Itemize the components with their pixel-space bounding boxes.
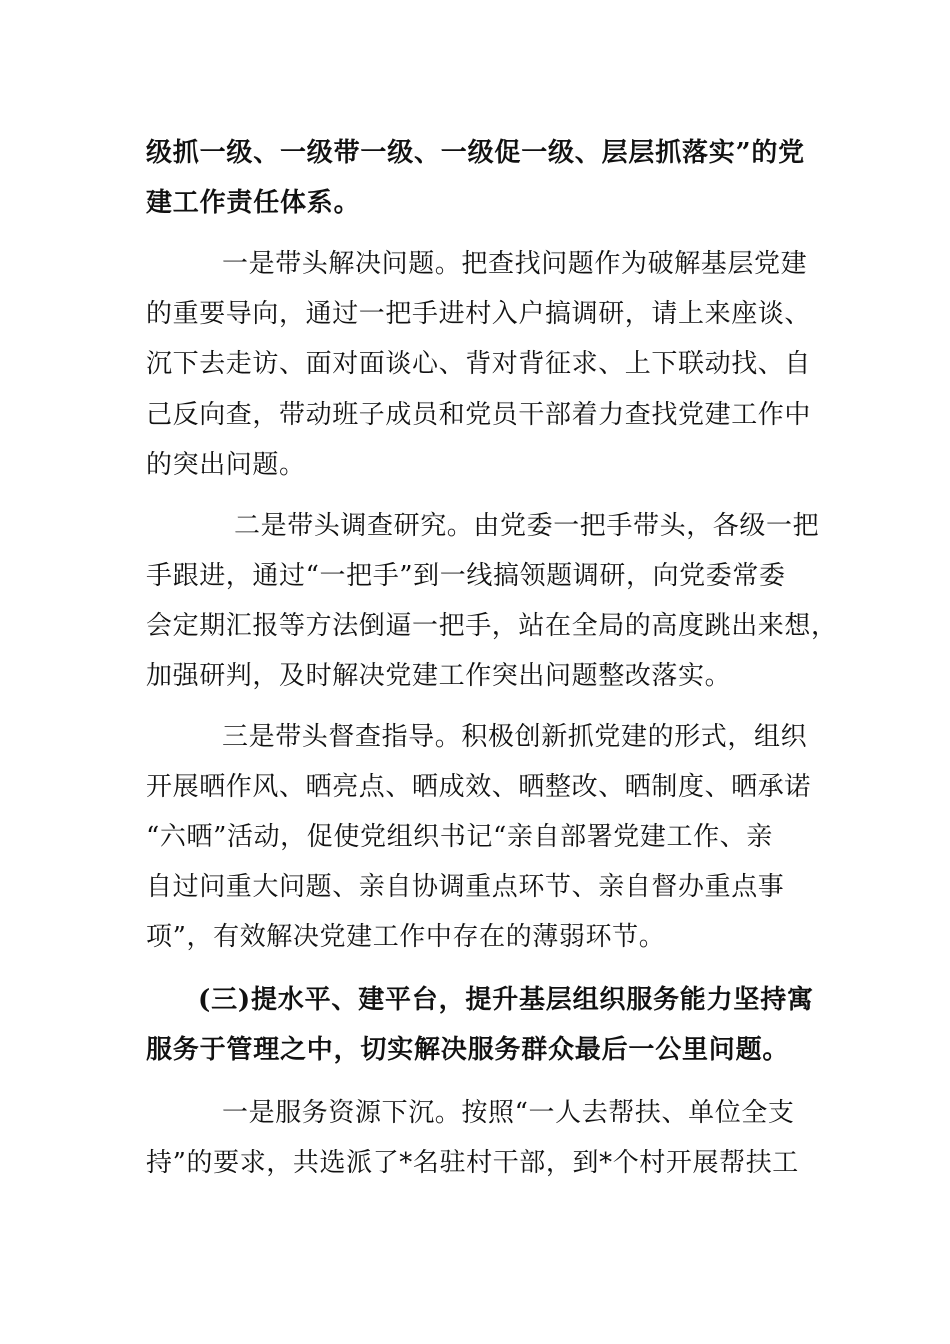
paragraph-4-line-4: 自过问重大问题、亲自协调重点环节、亲自督办重点事 <box>146 872 785 902</box>
paragraph-6-line-1: 一是服务资源下沉。按照“一人去帮扶、单位全支 <box>222 1098 795 1128</box>
paragraph-3-line-1: 二是带头调查研究。由党委一把手带头，各级一把 <box>234 511 820 541</box>
paragraph-1-line-1: 级抓一级、一级带一级、一级促一级、层层抓落实”的党 <box>146 138 805 168</box>
section-heading-line-2: 服务于管理之中，切实解决服务群众最后一公里问题。 <box>146 1035 790 1065</box>
paragraph-4-line-2: 开展晒作风、晒亮点、晒成效、晒整改、晒制度、晒承诺 <box>146 772 812 802</box>
paragraph-4-line-3: “六晒”活动，促使党组织书记“亲自部署党建工作、亲 <box>146 822 773 852</box>
section-heading-line-1: (三)提水平、建平台，提升基层组织服务能力坚持寓 <box>198 985 814 1015</box>
paragraph-6-line-2: 持”的要求，共选派了*名驻村干部，到*个村开展帮扶工 <box>146 1148 799 1178</box>
paragraph-1-line-2: 建工作责任体系。 <box>146 188 361 218</box>
paragraph-2-line-1: 一是带头解决问题。把查找问题作为破解基层党建 <box>222 249 808 279</box>
paragraph-2-line-2: 的重要导向，通过一把手进村入户搞调研，请上来座谈、 <box>146 299 812 329</box>
paragraph-2-line-5: 的突出问题。 <box>146 450 306 480</box>
paragraph-3-line-2: 手跟进，通过“一把手”到一线搞领题调研，向党委常委 <box>146 561 786 591</box>
paragraph-4-line-1: 三是带头督查指导。积极创新抓党建的形式，组织 <box>222 722 808 752</box>
paragraph-3-line-4: 加强研判，及时解决党建工作突出问题整改落实。 <box>146 661 732 691</box>
paragraph-2-line-3: 沉下去走访、面对面谈心、背对背征求、上下联动找、自 <box>146 349 812 379</box>
paragraph-3-line-3: 会定期汇报等方法倒逼一把手，站在全局的高度跳出来想， <box>146 611 838 641</box>
paragraph-2-line-4: 己反向查，带动班子成员和党员干部着力查找党建工作中 <box>146 400 812 430</box>
paragraph-4-line-5: 项”，有效解决党建工作中存在的薄弱环节。 <box>146 922 666 952</box>
